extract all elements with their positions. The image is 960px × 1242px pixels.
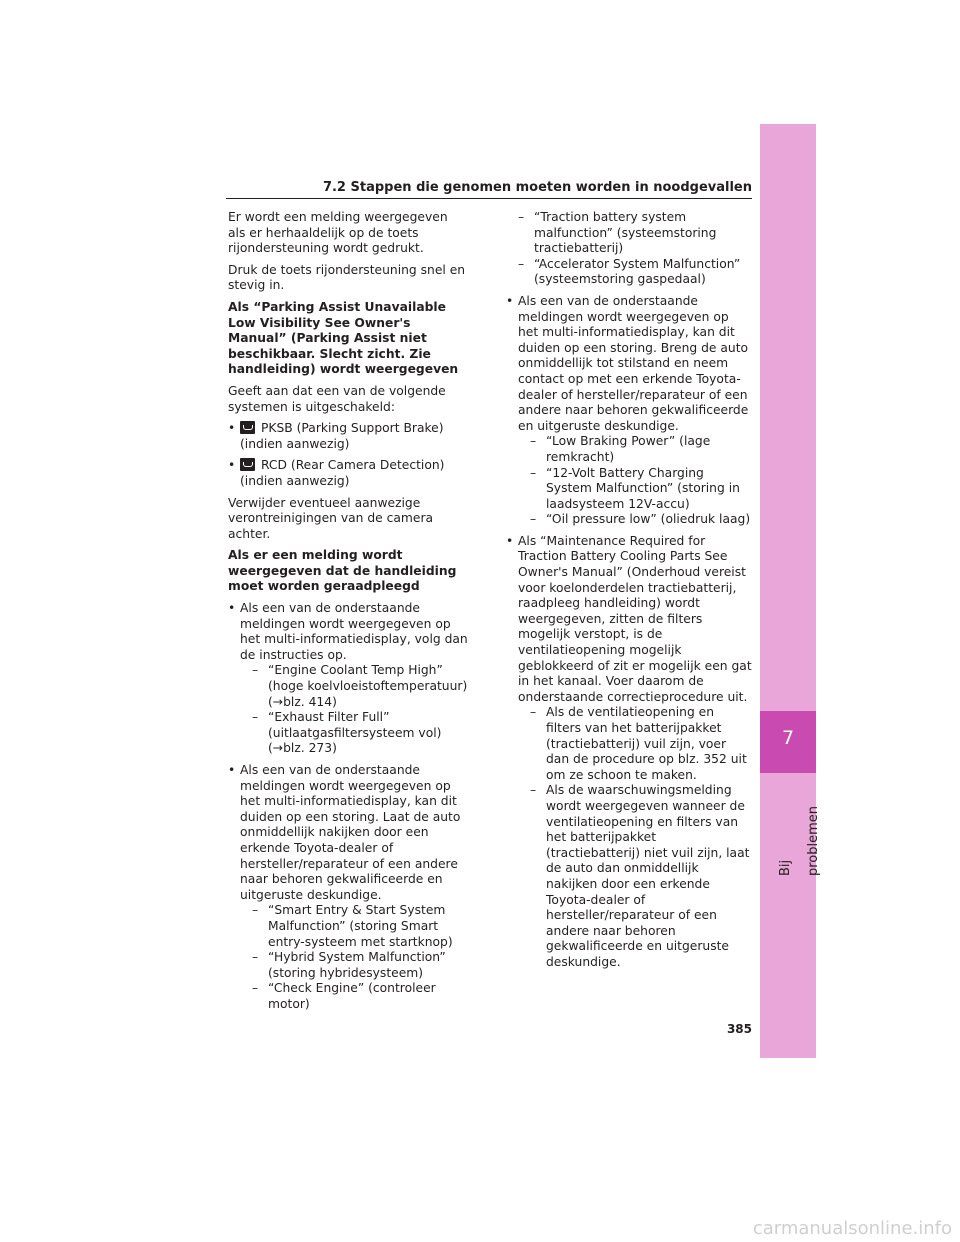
sub-list-item: – “Oil pressure low” (oliedruk laag): [530, 512, 751, 527]
continued-list: [506, 210, 752, 288]
sub-item-text: “Engine Coolant Temp High” (hoge koelvloeistoftemperatuur) (→blz. 414): [268, 663, 468, 709]
sub-item-text: Als de ventilatieopening en filters van het batterijpakket (tractiebatterij) vuil zijn, voer dan de procedure op blz. 352 uit om ze schoon te maken.: [546, 705, 747, 782]
bullet-dot: •: [506, 293, 514, 308]
chapter-title: Bij problemen: [778, 805, 821, 876]
pksb-label: PKSB (Parking Support Brake): [261, 421, 444, 436]
sub-list-item: – “Engine Coolant Temp High” (hoge koelvloeistoftemperatuur) (→blz. 414): [252, 663, 468, 709]
sub-list-item: – “Traction battery system malfunction” (systeemstoring tractiebatterij): [518, 210, 717, 256]
sub-list-item: – “Accelerator System Malfunction” (systeemstoring gaspedaal): [518, 256, 741, 287]
heading-parking-assist: Als “Parking Assist Unavailable Low Visibility See Owner's Manual” (Parking Assist niet beschikbaar. Slecht zicht. Zie handleiding) wordt weergegeven: [228, 299, 459, 377]
sub-list-item: – “Smart Entry & Start System Malfunction” (storing Smart entry-systeem met startknop): [252, 903, 453, 949]
sub-list-item: – “Exhaust Filter Full” (uitlaatgasfiltersysteem vol) (→blz. 273): [252, 710, 442, 756]
sub-item-text: “Exhaust Filter Full” (uitlaatgasfiltersysteem vol) (→blz. 273): [268, 710, 442, 756]
sub-list-item: – Als de ventilatieopening en filters van het batterijpakket (tractiebatterij) vuil zijn, voer dan de procedure op blz. 352 uit om ze schoon te maken.: [530, 705, 747, 782]
icon-list-item-rcd: [228, 458, 468, 489]
bullet-dot: •: [228, 763, 236, 777]
bullet-dot: •: [228, 421, 236, 436]
list-item: [506, 534, 752, 971]
pksb-note: (indien aanwezig): [240, 436, 350, 451]
sub-item-text: “12-Volt Battery Charging System Malfunction” (storing in laadsysteem 12V-accu): [546, 465, 740, 511]
list-item: [228, 763, 468, 1013]
sub-item-text: Als de waarschuwingsmelding wordt weergegeven wanneer de ventilatieopening en filters van het batterijpakket (tractiebatterij) niet vuil zijn, laat de auto dan onmiddellijk nakijken door een erkende Toyota-dealer of hersteller/reparateur of een andere naar behoren gekwalificeerde en uitgeruste deskundige.: [546, 783, 750, 969]
heading-consult-manual: Als er een melding wordt weergegeven dat de handleiding moet worden geraadpleegd: [228, 548, 457, 594]
left-column: [228, 210, 468, 1019]
rcd-label: RCD (Rear Camera Detection): [261, 458, 445, 473]
sub-list-item: – “12-Volt Battery Charging System Malfunction” (storing in laadsysteem 12V-accu): [530, 465, 740, 511]
chapter-side-tab: [760, 124, 816, 1058]
sub-item-text: “Traction battery system malfunction” (systeemstoring tractiebatterij): [534, 210, 717, 256]
bullet-text: Als een van de onderstaande meldingen wordt weergegeven op het multi-informatiedisplay, volg dan de instructies op.: [240, 601, 468, 662]
pksb-icon: [240, 421, 255, 434]
sub-list-item: – “Check Engine” (controleer motor): [252, 981, 436, 1011]
sub-item-text: “Check Engine” (controleer motor): [268, 981, 436, 1011]
page-number: 385: [726, 1022, 752, 1036]
rcd-note: (indien aanwezig): [240, 473, 350, 488]
icon-list-item-pksb: [228, 421, 468, 452]
list-item: [506, 294, 752, 528]
section-header: 7.2 Stappen die genomen moeten worden in noodgevallen: [322, 180, 752, 195]
sub-list-item: – “Hybrid System Malfunction” (storing hybridesysteem): [252, 950, 446, 980]
paragraph-clean-camera: Verwijder eventueel aanwezige verontreinigingen van de camera achter.: [228, 495, 434, 541]
sub-item-text: “Oil pressure low” (oliedruk laag): [546, 512, 751, 527]
bullet-text: Als een van de onderstaande meldingen wordt weergegeven op het multi-informatiedisplay, kan dit duiden op een storing. Laat de auto onmiddellijk nakijken door een erkende Toyota-dealer of hersteller/reparateur of een andere naar behoren gekwalificeerde en uitgeruste deskundige.: [240, 763, 461, 902]
sub-item-text: “Low Braking Power” (lage remkracht): [546, 434, 711, 464]
intro-paragraph-1: Er wordt een melding weergegeven als er herhaaldelijk op de toets rijondersteuning wordt gedrukt.: [228, 210, 448, 256]
bullet-dot: •: [228, 601, 236, 616]
chapter-title-wrap: [772, 786, 821, 876]
bullet-text: Als “Maintenance Required for Traction Battery Cooling Parts See Owner's Manual” (Onderhoud vereist voor koelonderdelen tractiebatterij, raadpleeg handleiding) wordt weergegeven, zitten de filters mogelijk verstopt, is de ventilatieopening mogelijk geblokkeerd of zit er mogelijk een gat in het kanaal. Voer daarom de onderstaande correctieprocedure uit.: [518, 533, 752, 704]
chapter-number: 7: [781, 727, 795, 749]
sub-item-text: “Smart Entry & Start System Malfunction” (storing Smart entry-systeem met startknop): [268, 903, 453, 949]
header-rule: [226, 198, 752, 199]
rcd-icon: [240, 458, 255, 471]
paragraph-systems-off: Geeft aan dat een van de volgende systemen is uitgeschakeld:: [228, 383, 446, 414]
sub-list-item: – “Low Braking Power” (lage remkracht): [530, 434, 711, 464]
bullet-dot: •: [228, 458, 236, 473]
sub-item-text: “Accelerator System Malfunction” (systeemstoring gaspedaal): [534, 256, 741, 287]
right-column: [506, 210, 752, 977]
sub-item-text: “Hybrid System Malfunction” (storing hybridesysteem): [268, 950, 446, 980]
intro-paragraph-2: Druk de toets rijondersteuning snel en stevig in.: [228, 262, 466, 293]
list-item: [228, 601, 468, 757]
bullet-text: Als een van de onderstaande meldingen wordt weergegeven op het multi-informatiedisplay, kan dit duiden op een storing. Breng de auto onmiddellijk tot stilstand en neem contact op met een erkende Toyota-dealer of hersteller/reparateur of een andere naar behoren gekwalificeerde en uitgeruste deskundige.: [518, 293, 749, 433]
watermark: carmanualsonline.info: [752, 1218, 952, 1239]
sub-list-item: – Als de waarschuwingsmelding wordt weergegeven wanneer de ventilatieopening en filters van het batterijpakket (tractiebatterij) niet vuil zijn, laat de auto dan onmiddellijk nakijken door een erkende Toyota-dealer of hersteller/reparateur of een andere naar behoren gekwalificeerde en uitgeruste deskundige.: [530, 783, 750, 969]
bullet-dot: •: [506, 533, 514, 548]
